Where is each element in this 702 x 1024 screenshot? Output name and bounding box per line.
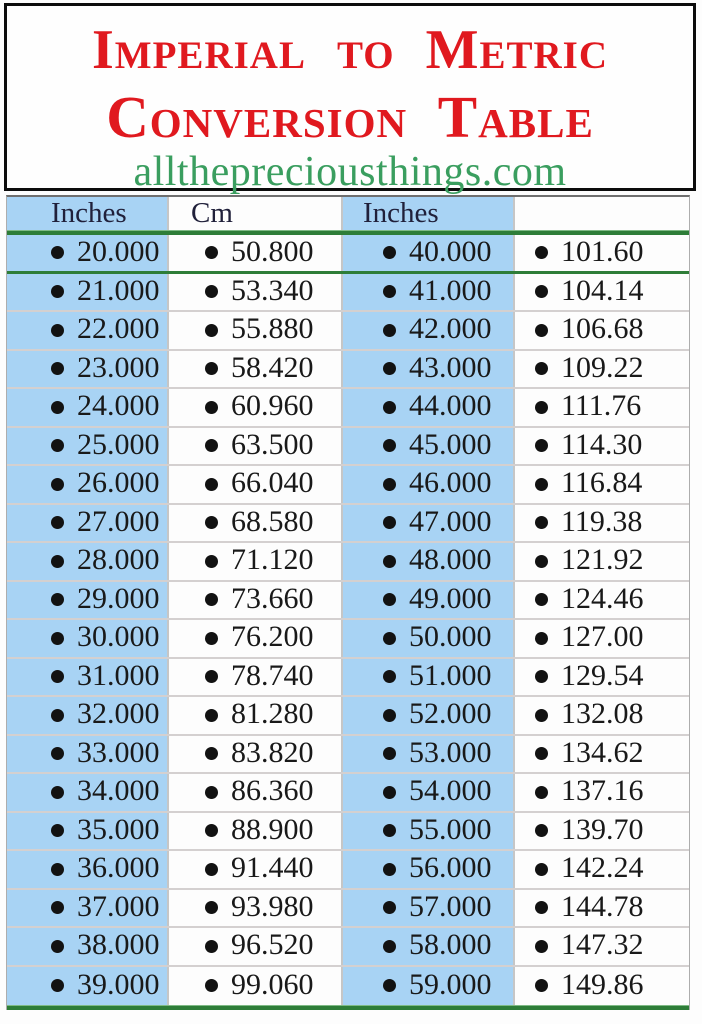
bullet-icon bbox=[383, 670, 396, 683]
column-header-inches-right: Inches bbox=[343, 197, 515, 230]
cell-value: 31.000 bbox=[77, 658, 160, 692]
cell-value: 20.000 bbox=[77, 235, 160, 268]
bullet-icon bbox=[51, 362, 64, 375]
inches-cell bbox=[7, 697, 169, 734]
bullet-icon bbox=[51, 786, 64, 799]
bullet-icon bbox=[535, 516, 548, 529]
cm-cell bbox=[169, 543, 343, 580]
page-title-line-1: Imperial to Metric bbox=[92, 19, 608, 81]
bullet-icon bbox=[205, 401, 218, 414]
inches-cell bbox=[343, 466, 515, 503]
cell-value: 59.000 bbox=[409, 967, 492, 1001]
cell-value: 47.000 bbox=[409, 504, 492, 538]
bullet-icon bbox=[383, 863, 396, 876]
inches-cell bbox=[343, 659, 515, 696]
bullet-icon bbox=[535, 670, 548, 683]
bullet-icon bbox=[51, 246, 64, 259]
bullet-icon bbox=[383, 246, 396, 259]
table-row bbox=[7, 505, 689, 544]
cell-value: 25.000 bbox=[77, 427, 160, 461]
cm-cell bbox=[169, 389, 343, 426]
bullet-icon bbox=[205, 709, 218, 722]
cell-value: 51.000 bbox=[409, 658, 492, 692]
inches-cell bbox=[343, 235, 515, 271]
cell-value: 68.580 bbox=[231, 504, 314, 538]
cell-value: 119.38 bbox=[561, 504, 643, 538]
cm-cell bbox=[515, 466, 689, 503]
table-row bbox=[7, 697, 689, 736]
cm-cell bbox=[515, 312, 689, 349]
bullet-icon bbox=[51, 439, 64, 452]
bullet-icon bbox=[535, 901, 548, 914]
bullet-icon bbox=[205, 786, 218, 799]
cell-value: 45.000 bbox=[409, 427, 492, 461]
bullet-icon bbox=[535, 632, 548, 645]
cell-value: 111.76 bbox=[561, 389, 642, 423]
cell-value: 96.520 bbox=[231, 928, 314, 962]
cm-cell bbox=[169, 466, 343, 503]
bullet-icon bbox=[205, 516, 218, 529]
inches-cell bbox=[343, 813, 515, 850]
cell-value: 83.820 bbox=[231, 735, 314, 769]
cell-value: 32.000 bbox=[77, 697, 160, 731]
bullet-icon bbox=[51, 709, 64, 722]
table-row bbox=[7, 389, 689, 428]
cm-cell bbox=[515, 620, 689, 657]
bullet-icon bbox=[205, 670, 218, 683]
bullet-icon bbox=[205, 555, 218, 568]
cell-value: 55.880 bbox=[231, 312, 314, 346]
bullet-icon bbox=[535, 478, 548, 491]
title-banner bbox=[4, 3, 696, 195]
cell-value: 60.960 bbox=[231, 389, 314, 423]
cell-value: 55.000 bbox=[409, 812, 492, 846]
column-header-cm-right bbox=[515, 197, 689, 230]
inches-cell bbox=[7, 274, 169, 311]
table-row bbox=[7, 851, 689, 890]
bullet-icon bbox=[205, 478, 218, 491]
table-header-row bbox=[7, 197, 689, 230]
bullet-icon bbox=[51, 478, 64, 491]
cm-cell bbox=[169, 582, 343, 619]
cm-cell bbox=[515, 505, 689, 542]
inches-cell bbox=[7, 774, 169, 811]
cell-value: 33.000 bbox=[77, 735, 160, 769]
bullet-icon bbox=[383, 362, 396, 375]
cell-value: 124.46 bbox=[561, 581, 644, 615]
bullet-icon bbox=[383, 940, 396, 953]
cell-value: 43.000 bbox=[409, 350, 492, 384]
table-row bbox=[7, 312, 689, 351]
cell-value: 66.040 bbox=[231, 466, 314, 500]
cm-cell bbox=[515, 851, 689, 888]
cell-value: 58.420 bbox=[231, 350, 314, 384]
table-row bbox=[7, 351, 689, 390]
cell-value: 106.68 bbox=[561, 312, 644, 346]
cell-value: 104.14 bbox=[561, 273, 644, 307]
cell-value: 40.000 bbox=[409, 235, 492, 268]
cm-cell bbox=[169, 505, 343, 542]
inches-cell bbox=[343, 543, 515, 580]
inches-cell bbox=[343, 312, 515, 349]
bullet-icon bbox=[383, 324, 396, 337]
inches-cell bbox=[7, 428, 169, 465]
bullet-icon bbox=[51, 863, 64, 876]
table-row bbox=[7, 428, 689, 467]
cell-value: 24.000 bbox=[77, 389, 160, 423]
cell-value: 48.000 bbox=[409, 543, 492, 577]
cm-cell bbox=[515, 235, 689, 271]
cell-value: 39.000 bbox=[77, 967, 160, 1001]
cm-cell bbox=[169, 351, 343, 388]
bullet-icon bbox=[535, 747, 548, 760]
cell-value: 21.000 bbox=[77, 273, 160, 307]
cm-cell bbox=[515, 428, 689, 465]
inches-cell bbox=[7, 351, 169, 388]
bullet-icon bbox=[383, 632, 396, 645]
cm-cell bbox=[169, 428, 343, 465]
cell-value: 35.000 bbox=[77, 812, 160, 846]
table-row bbox=[7, 659, 689, 698]
bullet-icon bbox=[535, 709, 548, 722]
cell-value: 53.000 bbox=[409, 735, 492, 769]
bullet-icon bbox=[51, 593, 64, 606]
bullet-icon bbox=[51, 516, 64, 529]
cell-value: 37.000 bbox=[77, 889, 160, 923]
bullet-icon bbox=[51, 555, 64, 568]
bullet-icon bbox=[535, 555, 548, 568]
inches-cell bbox=[343, 620, 515, 657]
inches-cell bbox=[343, 428, 515, 465]
cell-value: 127.00 bbox=[561, 620, 644, 654]
inches-cell bbox=[343, 851, 515, 888]
bullet-icon bbox=[383, 747, 396, 760]
cell-value: 144.78 bbox=[561, 889, 644, 923]
page-title-line-2: Conversion Table bbox=[106, 84, 594, 150]
inches-cell bbox=[343, 928, 515, 965]
bullet-icon bbox=[51, 632, 64, 645]
cell-value: 101.60 bbox=[561, 235, 644, 268]
bullet-icon bbox=[51, 747, 64, 760]
cell-value: 52.000 bbox=[409, 697, 492, 731]
cell-value: 142.24 bbox=[561, 851, 644, 885]
cell-value: 149.86 bbox=[561, 967, 644, 1001]
bullet-icon bbox=[383, 555, 396, 568]
bullet-icon bbox=[51, 401, 64, 414]
cell-value: 28.000 bbox=[77, 543, 160, 577]
bullet-icon bbox=[205, 324, 218, 337]
cell-value: 81.280 bbox=[231, 697, 314, 731]
inches-cell bbox=[7, 505, 169, 542]
inches-cell bbox=[343, 582, 515, 619]
bullet-icon bbox=[535, 786, 548, 799]
cell-value: 54.000 bbox=[409, 774, 492, 808]
cell-value: 137.16 bbox=[561, 774, 644, 808]
cm-cell bbox=[169, 235, 343, 271]
bullet-icon bbox=[383, 824, 396, 837]
table-row bbox=[7, 736, 689, 775]
inches-cell bbox=[7, 466, 169, 503]
cm-cell bbox=[169, 813, 343, 850]
cell-value: 49.000 bbox=[409, 581, 492, 615]
inches-cell bbox=[7, 389, 169, 426]
cell-value: 71.120 bbox=[231, 543, 314, 577]
cm-cell bbox=[515, 736, 689, 773]
bullet-icon bbox=[535, 324, 548, 337]
inches-cell bbox=[7, 890, 169, 927]
bullet-icon bbox=[51, 324, 64, 337]
cell-value: 29.000 bbox=[77, 581, 160, 615]
cell-value: 53.340 bbox=[231, 273, 314, 307]
cm-cell bbox=[169, 312, 343, 349]
bullet-icon bbox=[535, 863, 548, 876]
inches-cell bbox=[7, 582, 169, 619]
cell-value: 23.000 bbox=[77, 350, 160, 384]
cell-value: 46.000 bbox=[409, 466, 492, 500]
cm-cell bbox=[515, 697, 689, 734]
cell-value: 91.440 bbox=[231, 851, 314, 885]
bullet-icon bbox=[383, 401, 396, 414]
bullet-icon bbox=[205, 439, 218, 452]
cm-cell bbox=[169, 274, 343, 311]
bullet-icon bbox=[205, 632, 218, 645]
bullet-icon bbox=[383, 593, 396, 606]
inches-cell bbox=[7, 967, 169, 1006]
table-row bbox=[7, 967, 689, 1006]
cm-cell bbox=[169, 659, 343, 696]
inches-cell bbox=[7, 736, 169, 773]
table-row bbox=[7, 274, 689, 313]
cell-value: 73.660 bbox=[231, 581, 314, 615]
cell-value: 63.500 bbox=[231, 427, 314, 461]
cm-cell bbox=[515, 774, 689, 811]
cm-cell bbox=[515, 967, 689, 1006]
table-row bbox=[7, 813, 689, 852]
bullet-icon bbox=[205, 362, 218, 375]
inches-cell bbox=[343, 967, 515, 1006]
bullet-icon bbox=[51, 901, 64, 914]
table-row bbox=[7, 466, 689, 505]
cm-cell bbox=[169, 620, 343, 657]
cm-cell bbox=[515, 351, 689, 388]
cell-value: 86.360 bbox=[231, 774, 314, 808]
cm-cell bbox=[169, 890, 343, 927]
inches-cell bbox=[343, 351, 515, 388]
inches-cell bbox=[343, 736, 515, 773]
bullet-icon bbox=[205, 246, 218, 259]
cell-value: 132.08 bbox=[561, 697, 644, 731]
inches-cell bbox=[7, 620, 169, 657]
bullet-icon bbox=[383, 516, 396, 529]
cm-cell bbox=[515, 543, 689, 580]
cm-cell bbox=[169, 774, 343, 811]
bullet-icon bbox=[535, 979, 548, 992]
bullet-icon bbox=[205, 747, 218, 760]
inches-cell bbox=[7, 235, 169, 271]
bullet-icon bbox=[205, 593, 218, 606]
cell-value: 93.980 bbox=[231, 889, 314, 923]
column-header-cm-left: Cm bbox=[169, 197, 343, 230]
table-row bbox=[7, 890, 689, 929]
bullet-icon bbox=[535, 593, 548, 606]
cell-value: 76.200 bbox=[231, 620, 314, 654]
cm-cell bbox=[515, 890, 689, 927]
bullet-icon bbox=[205, 285, 218, 298]
cell-value: 134.62 bbox=[561, 735, 644, 769]
cell-value: 129.54 bbox=[561, 658, 644, 692]
bullet-icon bbox=[51, 979, 64, 992]
bullet-icon bbox=[51, 670, 64, 683]
cell-value: 56.000 bbox=[409, 851, 492, 885]
cm-cell bbox=[515, 659, 689, 696]
conversion-table-body bbox=[7, 235, 689, 1005]
bullet-icon bbox=[535, 940, 548, 953]
bullet-icon bbox=[535, 439, 548, 452]
table-bottom-line bbox=[7, 1005, 689, 1010]
bullet-icon bbox=[383, 709, 396, 722]
bullet-icon bbox=[51, 285, 64, 298]
bullet-icon bbox=[205, 940, 218, 953]
website-url: allthepreciousthings.com bbox=[133, 149, 567, 195]
cell-value: 99.060 bbox=[231, 967, 314, 1001]
bullet-icon bbox=[51, 824, 64, 837]
cell-value: 88.900 bbox=[231, 812, 314, 846]
table-row bbox=[7, 928, 689, 967]
cell-value: 38.000 bbox=[77, 928, 160, 962]
cm-cell bbox=[169, 736, 343, 773]
cell-value: 139.70 bbox=[561, 812, 644, 846]
cell-value: 41.000 bbox=[409, 273, 492, 307]
cm-cell bbox=[515, 389, 689, 426]
cm-cell bbox=[515, 582, 689, 619]
cm-cell bbox=[515, 928, 689, 965]
cell-value: 27.000 bbox=[77, 504, 160, 538]
inches-cell bbox=[343, 890, 515, 927]
cm-cell bbox=[515, 813, 689, 850]
cell-value: 50.000 bbox=[409, 620, 492, 654]
inches-cell bbox=[343, 274, 515, 311]
bullet-icon bbox=[383, 786, 396, 799]
bullet-icon bbox=[383, 478, 396, 491]
cell-value: 50.800 bbox=[231, 235, 314, 268]
bullet-icon bbox=[535, 824, 548, 837]
inches-cell bbox=[343, 389, 515, 426]
cell-value: 78.740 bbox=[231, 658, 314, 692]
cell-value: 44.000 bbox=[409, 389, 492, 423]
table-row bbox=[7, 774, 689, 813]
cell-value: 42.000 bbox=[409, 312, 492, 346]
bullet-icon bbox=[205, 979, 218, 992]
table-row bbox=[7, 235, 689, 274]
cell-value: 26.000 bbox=[77, 466, 160, 500]
cell-value: 57.000 bbox=[409, 889, 492, 923]
table-row bbox=[7, 620, 689, 659]
table-row bbox=[7, 582, 689, 621]
inches-cell bbox=[343, 774, 515, 811]
bullet-icon bbox=[383, 285, 396, 298]
bullet-icon bbox=[535, 285, 548, 298]
bullet-icon bbox=[535, 401, 548, 414]
cm-cell bbox=[169, 697, 343, 734]
cm-cell bbox=[169, 928, 343, 965]
inches-cell bbox=[7, 851, 169, 888]
inches-cell bbox=[343, 697, 515, 734]
inches-cell bbox=[7, 312, 169, 349]
cell-value: 147.32 bbox=[561, 928, 644, 962]
bullet-icon bbox=[535, 246, 548, 259]
column-header-inches-left: Inches bbox=[7, 197, 169, 230]
cell-value: 36.000 bbox=[77, 851, 160, 885]
cell-value: 114.30 bbox=[561, 427, 643, 461]
cm-cell bbox=[169, 967, 343, 1006]
bullet-icon bbox=[205, 824, 218, 837]
bullet-icon bbox=[205, 901, 218, 914]
bullet-icon bbox=[205, 863, 218, 876]
table-row bbox=[7, 543, 689, 582]
bullet-icon bbox=[383, 901, 396, 914]
cell-value: 30.000 bbox=[77, 620, 160, 654]
inches-cell bbox=[7, 543, 169, 580]
bullet-icon bbox=[535, 362, 548, 375]
bullet-icon bbox=[51, 940, 64, 953]
cell-value: 109.22 bbox=[561, 350, 644, 384]
inches-cell bbox=[7, 813, 169, 850]
cell-value: 121.92 bbox=[561, 543, 644, 577]
cell-value: 34.000 bbox=[77, 774, 160, 808]
inches-cell bbox=[7, 659, 169, 696]
inches-cell bbox=[343, 505, 515, 542]
cell-value: 58.000 bbox=[409, 928, 492, 962]
conversion-table bbox=[6, 195, 690, 1010]
cell-value: 116.84 bbox=[561, 466, 643, 500]
cm-cell bbox=[515, 274, 689, 311]
bullet-icon bbox=[383, 979, 396, 992]
bullet-icon bbox=[383, 439, 396, 452]
cm-cell bbox=[169, 851, 343, 888]
cell-value: 22.000 bbox=[77, 312, 160, 346]
inches-cell bbox=[7, 928, 169, 965]
